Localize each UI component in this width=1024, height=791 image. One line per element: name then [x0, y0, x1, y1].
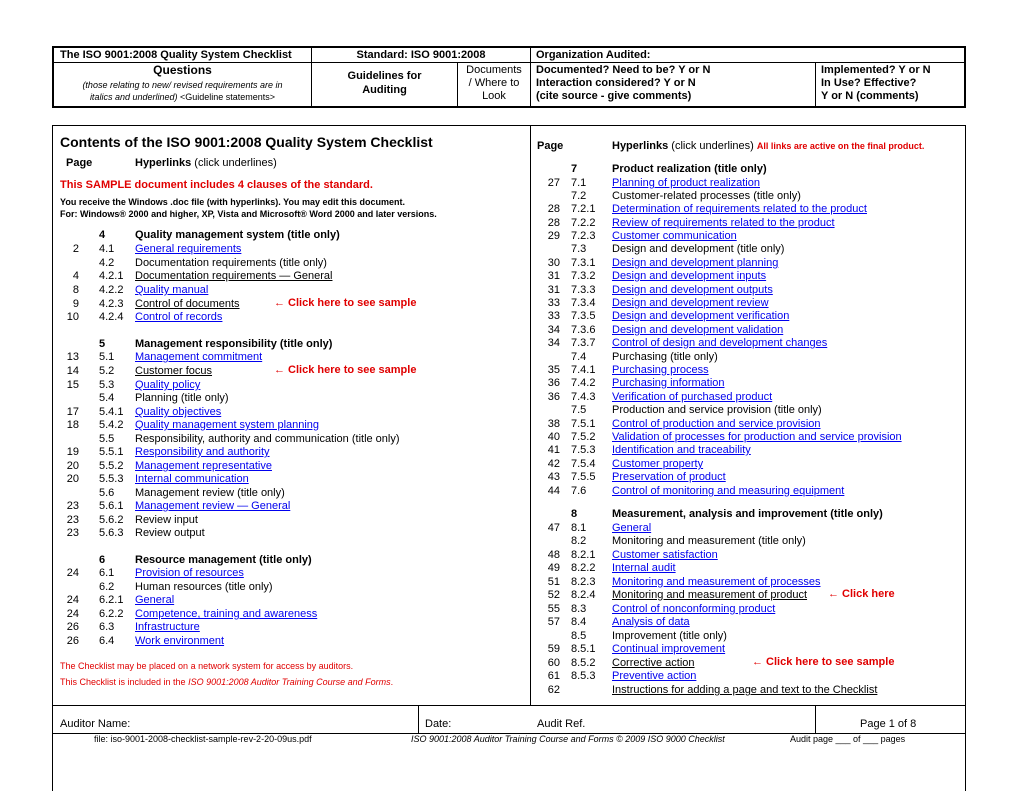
toc-page-number: 13: [66, 351, 79, 363]
click-sample-link-2[interactable]: ← Click here to see sample: [274, 364, 417, 376]
toc-clause-number: 6.2: [99, 581, 115, 593]
toc-clause-number: 5.2: [99, 365, 115, 377]
left-hyperlinks-col-heading: [135, 157, 277, 169]
date-field: Date:: [425, 718, 452, 730]
toc-clause-number: 4.2.3: [99, 298, 124, 310]
toc-clause-number: 5.1: [99, 351, 115, 363]
toc-hyperlink[interactable]: Management review — General: [135, 500, 291, 512]
click-sample-link-1[interactable]: ← Click here to see sample: [274, 297, 417, 309]
toc-hyperlink[interactable]: Analysis of data: [612, 616, 690, 628]
toc-title: Customer-related processes (title only): [612, 190, 801, 202]
audit-ref-field: Audit Ref.: [537, 718, 586, 730]
toc-page-number: 57: [547, 616, 560, 628]
toc-title: Review output: [135, 527, 205, 539]
toc-clause-number: 7.3.7: [571, 337, 596, 349]
toc-hyperlink[interactable]: Quality policy: [135, 379, 201, 391]
toc-hyperlink[interactable]: Customer communication: [612, 230, 737, 242]
toc-clause-number: 5.5.3: [99, 473, 124, 485]
toc-hyperlink[interactable]: Quality management system planning: [135, 419, 320, 431]
toc-clause-number: 4.2.4: [99, 311, 124, 323]
toc-page-number: 60: [547, 657, 560, 669]
toc-hyperlink[interactable]: Purchasing process: [612, 364, 709, 376]
toc-page-number: 18: [66, 419, 79, 431]
toc-clause-number: 4: [99, 229, 106, 241]
toc-page-number: 20: [66, 460, 79, 472]
toc-title: Management responsibility (title only): [135, 338, 333, 350]
toc-clause-number: 7.3.2: [571, 270, 596, 282]
toc-hyperlink[interactable]: Validation of processes for production and service provision: [612, 431, 902, 443]
toc-hyperlink[interactable]: Quality objectives: [135, 406, 222, 418]
toc-title: Management review (title only): [135, 487, 285, 499]
toc-clause-number: 7.3.4: [571, 297, 596, 309]
toc-clause-number: 8.2.1: [571, 549, 596, 561]
toc-title: Design and development (title only): [612, 243, 785, 255]
toc-clause-number: 7.5.2: [571, 431, 596, 443]
toc-clause-number: 6.2.2: [99, 608, 124, 620]
toc-clause-number: 8.1: [571, 522, 587, 534]
toc-clause-number: 8.5.1: [571, 643, 596, 655]
toc-page-number: 48: [547, 549, 560, 561]
toc-hyperlink[interactable]: Control of nonconforming product: [612, 603, 776, 615]
toc-clause-number: 7.3.3: [571, 284, 596, 296]
toc-page-number: 28: [547, 203, 560, 215]
toc-clause-number: 4.2.2: [99, 284, 124, 296]
toc-page-number: 10: [66, 311, 79, 323]
toc-hyperlink[interactable]: Control of documents: [135, 298, 240, 310]
toc-clause-number: 5.6.3: [99, 527, 124, 539]
toc-title: Human resources (title only): [135, 581, 273, 593]
toc-clause-number: 7.2.3: [571, 230, 596, 242]
toc-hyperlink[interactable]: Design and development outputs: [612, 284, 773, 296]
toc-clause-number: 7.3.5: [571, 310, 596, 322]
toc-clause-number: 6.2.1: [99, 594, 124, 606]
toc-title: Improvement (title only): [612, 630, 727, 642]
toc-clause-number: 5.3: [99, 379, 115, 391]
toc-hyperlink[interactable]: Internal communication: [135, 473, 249, 485]
toc-page-number: 44: [547, 485, 560, 497]
contents-title: Contents of the ISO 9001:2008 Quality System Checklist: [60, 134, 433, 150]
toc-clause-number: 8.5.2: [571, 657, 596, 669]
toc-hyperlink[interactable]: Control of production and service provision: [612, 418, 821, 430]
checklist-title-cell: The ISO 9001:2008 Quality System Checklist: [60, 49, 292, 61]
documented-line3: (cite source - give comments): [536, 90, 692, 102]
toc-page-number: 40: [547, 431, 560, 443]
toc-hyperlink[interactable]: Design and development validation: [612, 324, 784, 336]
toc-hyperlink[interactable]: Customer satisfaction: [612, 549, 718, 561]
toc-page-number: 29: [547, 230, 560, 242]
questions-note-rest: <Guideline statements>: [177, 92, 276, 102]
left-hyperlinks-label: Hyperlinks: [135, 157, 192, 169]
toc-title: Resource management (title only): [135, 554, 312, 566]
standard-cell: Standard: ISO 9001:2008: [356, 49, 486, 61]
included-note-c: .: [390, 677, 394, 687]
click-sample-link-3[interactable]: ← Click here to see sample: [752, 656, 895, 668]
toc-page-number: 47: [547, 522, 560, 534]
toc-hyperlink[interactable]: Design and development review: [612, 297, 769, 309]
questions-note-line1: (those relating to new/ revised requirements are in: [82, 80, 283, 90]
toc-hyperlink[interactable]: Instructions for adding a page and text to the Checklist: [612, 684, 878, 696]
toc-clause-number: 4.2.1: [99, 270, 124, 282]
toc-title: Responsibility, authority and communication (title only): [135, 433, 400, 445]
implemented-line3: Y or N (comments): [821, 90, 919, 102]
toc-clause-number: 7.5: [571, 404, 587, 416]
implemented-heading: [821, 64, 931, 103]
toc-hyperlink[interactable]: Verification of purchased product: [612, 391, 773, 403]
file-name: file: iso-9001-2008-checklist-sample-rev-2-20-09us.pdf: [94, 734, 312, 744]
toc-title: Monitoring and measurement (title only): [612, 535, 806, 547]
toc-page-number: 51: [547, 576, 560, 588]
toc-page-number: 28: [547, 217, 560, 229]
auditor-name-field: Auditor Name:: [60, 718, 131, 730]
toc-clause-number: 7.5.3: [571, 444, 596, 456]
toc-hyperlink[interactable]: General: [135, 594, 175, 606]
guidelines-line1: Guidelines for: [347, 70, 422, 82]
toc-clause-number: 7.3.6: [571, 324, 596, 336]
toc-clause-number: 5.5.2: [99, 460, 124, 472]
links-active-note: All links are active on the final product.: [756, 141, 925, 151]
toc-page-number: 20: [66, 473, 79, 485]
toc-hyperlink[interactable]: Internal audit: [612, 562, 676, 574]
toc-clause-number: 5.6.2: [99, 514, 124, 526]
toc-title: Measurement, analysis and improvement (title only): [612, 508, 883, 520]
toc-page-number: 43: [547, 471, 560, 483]
toc-page-number: 35: [547, 364, 560, 376]
questions-note-italic: italics and underlined): [89, 92, 178, 102]
toc-page-number: 19: [66, 446, 79, 458]
toc-hyperlink[interactable]: Preservation of product: [612, 471, 726, 483]
toc-hyperlink[interactable]: Monitoring and measurement of processes: [612, 576, 821, 588]
toc-clause-number: 7.1: [571, 177, 587, 189]
click-here-link[interactable]: ← Click here: [828, 588, 895, 600]
left-page-col-heading: Page: [66, 157, 93, 169]
toc-title: Purchasing (title only): [612, 351, 718, 363]
included-note-a: This Checklist is included in the: [60, 677, 189, 687]
toc-clause-number: 8.5: [571, 630, 587, 642]
toc-clause-number: 7.5.1: [571, 418, 596, 430]
toc-hyperlink[interactable]: Management representative: [135, 460, 272, 472]
page-indicator: Page 1 of 8: [860, 718, 917, 730]
toc-page-number: 55: [547, 603, 560, 615]
toc-page-number: 41: [547, 444, 560, 456]
documented-line1: Documented? Need to be? Y or N: [536, 64, 711, 76]
toc-clause-number: 5.5.1: [99, 446, 124, 458]
toc-hyperlink[interactable]: Design and development verification: [612, 310, 790, 322]
toc-title: Documentation requirements (title only): [135, 257, 327, 269]
toc-clause-number: 8.2.4: [571, 589, 596, 601]
toc-hyperlink[interactable]: Control of monitoring and measuring equipment: [612, 485, 845, 497]
toc-hyperlink[interactable]: Quality manual: [135, 284, 209, 296]
toc-page-number: 49: [547, 562, 560, 574]
toc-clause-number: 5.4: [99, 392, 115, 404]
receive-note-1: You receive the Windows .doc file (with hyperlinks). You may edit this document.: [60, 197, 405, 207]
toc-clause-number: 5.6.1: [99, 500, 124, 512]
toc-page-number: 33: [547, 297, 560, 309]
toc-page-number: 61: [547, 670, 560, 682]
toc-clause-number: 8: [571, 508, 578, 520]
toc-hyperlink[interactable]: Control of records: [135, 311, 223, 323]
documents-heading: [458, 64, 530, 103]
toc-clause-number: 6.4: [99, 635, 115, 647]
toc-clause-number: 6: [99, 554, 106, 566]
network-note: The Checklist may be placed on a network system for access by auditors.: [60, 661, 354, 671]
documents-line1: Documents: [466, 64, 522, 76]
toc-page-number: 24: [66, 594, 79, 606]
toc-hyperlink[interactable]: Planning of product realization: [612, 177, 760, 189]
toc-clause-number: 5.4.1: [99, 406, 124, 418]
toc-page-number: 9: [72, 298, 79, 310]
toc-clause-number: 7.3: [571, 243, 587, 255]
toc-page-number: 36: [547, 377, 560, 389]
toc-clause-number: 7.2: [571, 190, 587, 202]
toc-page-number: 24: [66, 567, 79, 579]
toc-hyperlink[interactable]: Provision of resources: [135, 567, 244, 579]
toc-hyperlink[interactable]: Corrective action: [612, 657, 695, 669]
toc-hyperlink[interactable]: Customer focus: [135, 365, 213, 377]
included-note: [60, 677, 393, 687]
toc-hyperlink[interactable]: Work environment: [135, 635, 225, 647]
toc-title: Product realization (title only): [612, 163, 767, 175]
toc-clause-number: 7.4.3: [571, 391, 596, 403]
toc-clause-number: 8.5.3: [571, 670, 596, 682]
toc-hyperlink[interactable]: Design and development planning: [612, 257, 779, 269]
toc-clause-number: 6.3: [99, 621, 115, 633]
right-hyperlinks-note: (click underlines): [668, 140, 757, 152]
toc-clause-number: 7.2.2: [571, 217, 596, 229]
toc-page-number: 34: [547, 337, 560, 349]
toc-page-number: 26: [66, 635, 79, 647]
toc-page-number: 31: [547, 284, 560, 296]
toc-page-number: 62: [547, 684, 560, 696]
toc-page-number: 42: [547, 458, 560, 470]
toc-hyperlink[interactable]: Management commitment: [135, 351, 263, 363]
toc-page-number: 36: [547, 391, 560, 403]
toc-clause-number: 7.4.2: [571, 377, 596, 389]
toc-page-number: 8: [72, 284, 79, 296]
toc-page-number: 2: [72, 243, 79, 255]
toc-page-number: 4: [72, 270, 79, 282]
organization-cell: Organization Audited:: [536, 49, 651, 61]
guidelines-heading: [312, 69, 457, 97]
toc-page-number: 27: [547, 177, 560, 189]
documented-line2: Interaction considered? Y or N: [536, 77, 696, 89]
toc-clause-number: 4.2: [99, 257, 115, 269]
toc-page-number: 59: [547, 643, 560, 655]
toc-title: Planning (title only): [135, 392, 229, 404]
toc-page-number: 26: [66, 621, 79, 633]
toc-hyperlink[interactable]: Documentation requirements — General: [135, 270, 333, 282]
toc-page-number: 24: [66, 608, 79, 620]
toc-hyperlink[interactable]: Infrastructure: [135, 621, 200, 633]
left-hyperlinks-note: (click underlines): [191, 157, 277, 169]
toc-hyperlink[interactable]: Responsibility and authority: [135, 446, 270, 458]
toc-clause-number: 4.1: [99, 243, 115, 255]
toc-page-number: 15: [66, 379, 79, 391]
toc-clause-number: 8.3: [571, 603, 587, 615]
toc-title: Production and service provision (title only): [612, 404, 822, 416]
toc-page-number: 23: [66, 500, 79, 512]
toc-page-number: 30: [547, 257, 560, 269]
toc-page-number: 23: [66, 527, 79, 539]
toc-hyperlink[interactable]: Monitoring and measurement of product: [612, 589, 808, 601]
audit-page-count: Audit page ___ of ___ pages: [790, 734, 906, 744]
toc-hyperlink[interactable]: General requirements: [135, 243, 242, 255]
toc-hyperlink[interactable]: Review of requirements related to the product: [612, 217, 835, 229]
toc-clause-number: 6.1: [99, 567, 115, 579]
course-copyright: ISO 9001:2008 Auditor Training Course and Forms © 2009 ISO 9000 Checklist: [411, 734, 725, 744]
toc-page-number: 34: [547, 324, 560, 336]
right-page-col-heading: Page: [537, 140, 564, 152]
toc-hyperlink[interactable]: Competence, training and awareness: [135, 608, 318, 620]
toc-page-number: 38: [547, 418, 560, 430]
documented-heading: [536, 64, 710, 103]
toc-title: Quality management system (title only): [135, 229, 340, 241]
questions-note: [54, 79, 311, 103]
toc-clause-number: 7.3.1: [571, 257, 596, 269]
toc-clause-number: 5.5: [99, 433, 115, 445]
included-note-course: ISO 9001:2008 Auditor Training Course and Forms: [188, 677, 391, 687]
toc-hyperlink[interactable]: Determination of requirements related to the product: [612, 203, 867, 215]
toc-page-number: 14: [66, 365, 79, 377]
toc-clause-number: 7.5.5: [571, 471, 596, 483]
toc-clause-number: 8.4: [571, 616, 587, 628]
toc-title: Review input: [135, 514, 198, 526]
toc-clause-number: 5: [99, 338, 106, 350]
toc-clause-number: 8.2.3: [571, 576, 596, 588]
toc-hyperlink[interactable]: Customer property: [612, 458, 704, 470]
toc-hyperlink[interactable]: Continual improvement: [612, 643, 726, 655]
guidelines-line2: Auditing: [362, 84, 407, 96]
toc-hyperlink[interactable]: Preventive action: [612, 670, 697, 682]
toc-hyperlink[interactable]: Design and development inputs: [612, 270, 767, 282]
right-hyperlinks-label: Hyperlinks: [612, 140, 669, 152]
toc-clause-number: 7.5.4: [571, 458, 596, 470]
toc-clause-number: 7: [571, 163, 578, 175]
toc-clause-number: 8.2: [571, 535, 587, 547]
toc-page-number: 52: [547, 589, 560, 601]
implemented-line2: In Use? Effective?: [821, 77, 917, 89]
toc-clause-number: 5.6: [99, 487, 115, 499]
toc-page-number: 23: [66, 514, 79, 526]
toc-clause-number: 8.2.2: [571, 562, 596, 574]
toc-page-number: 17: [66, 406, 79, 418]
toc-hyperlink[interactable]: General: [612, 522, 652, 534]
documents-line2: / Where to: [468, 77, 520, 89]
toc-page-number: 31: [547, 270, 560, 282]
receive-note-2: For: Windows® 2000 and higher, XP, Vista and Microsoft® Word 2000 and later versions.: [60, 209, 437, 219]
toc-clause-number: 7.6: [571, 485, 587, 497]
toc-clause-number: 7.2.1: [571, 203, 596, 215]
questions-heading: Questions: [153, 63, 212, 77]
documents-line3: Look: [482, 90, 506, 102]
toc-hyperlink[interactable]: Control of design and development changes: [612, 337, 828, 349]
toc-hyperlink[interactable]: Purchasing information: [612, 377, 725, 389]
implemented-line1: Implemented? Y or N: [821, 64, 931, 76]
right-hyperlinks-col-heading: [612, 140, 924, 152]
toc-hyperlink[interactable]: Identification and traceability: [612, 444, 751, 456]
toc-clause-number: 7.4.1: [571, 364, 596, 376]
toc-clause-number: 5.4.2: [99, 419, 124, 431]
sample-notice: This SAMPLE document includes 4 clauses of the standard.: [60, 179, 373, 191]
toc-clause-number: 7.4: [571, 351, 587, 363]
toc-page-number: 33: [547, 310, 560, 322]
